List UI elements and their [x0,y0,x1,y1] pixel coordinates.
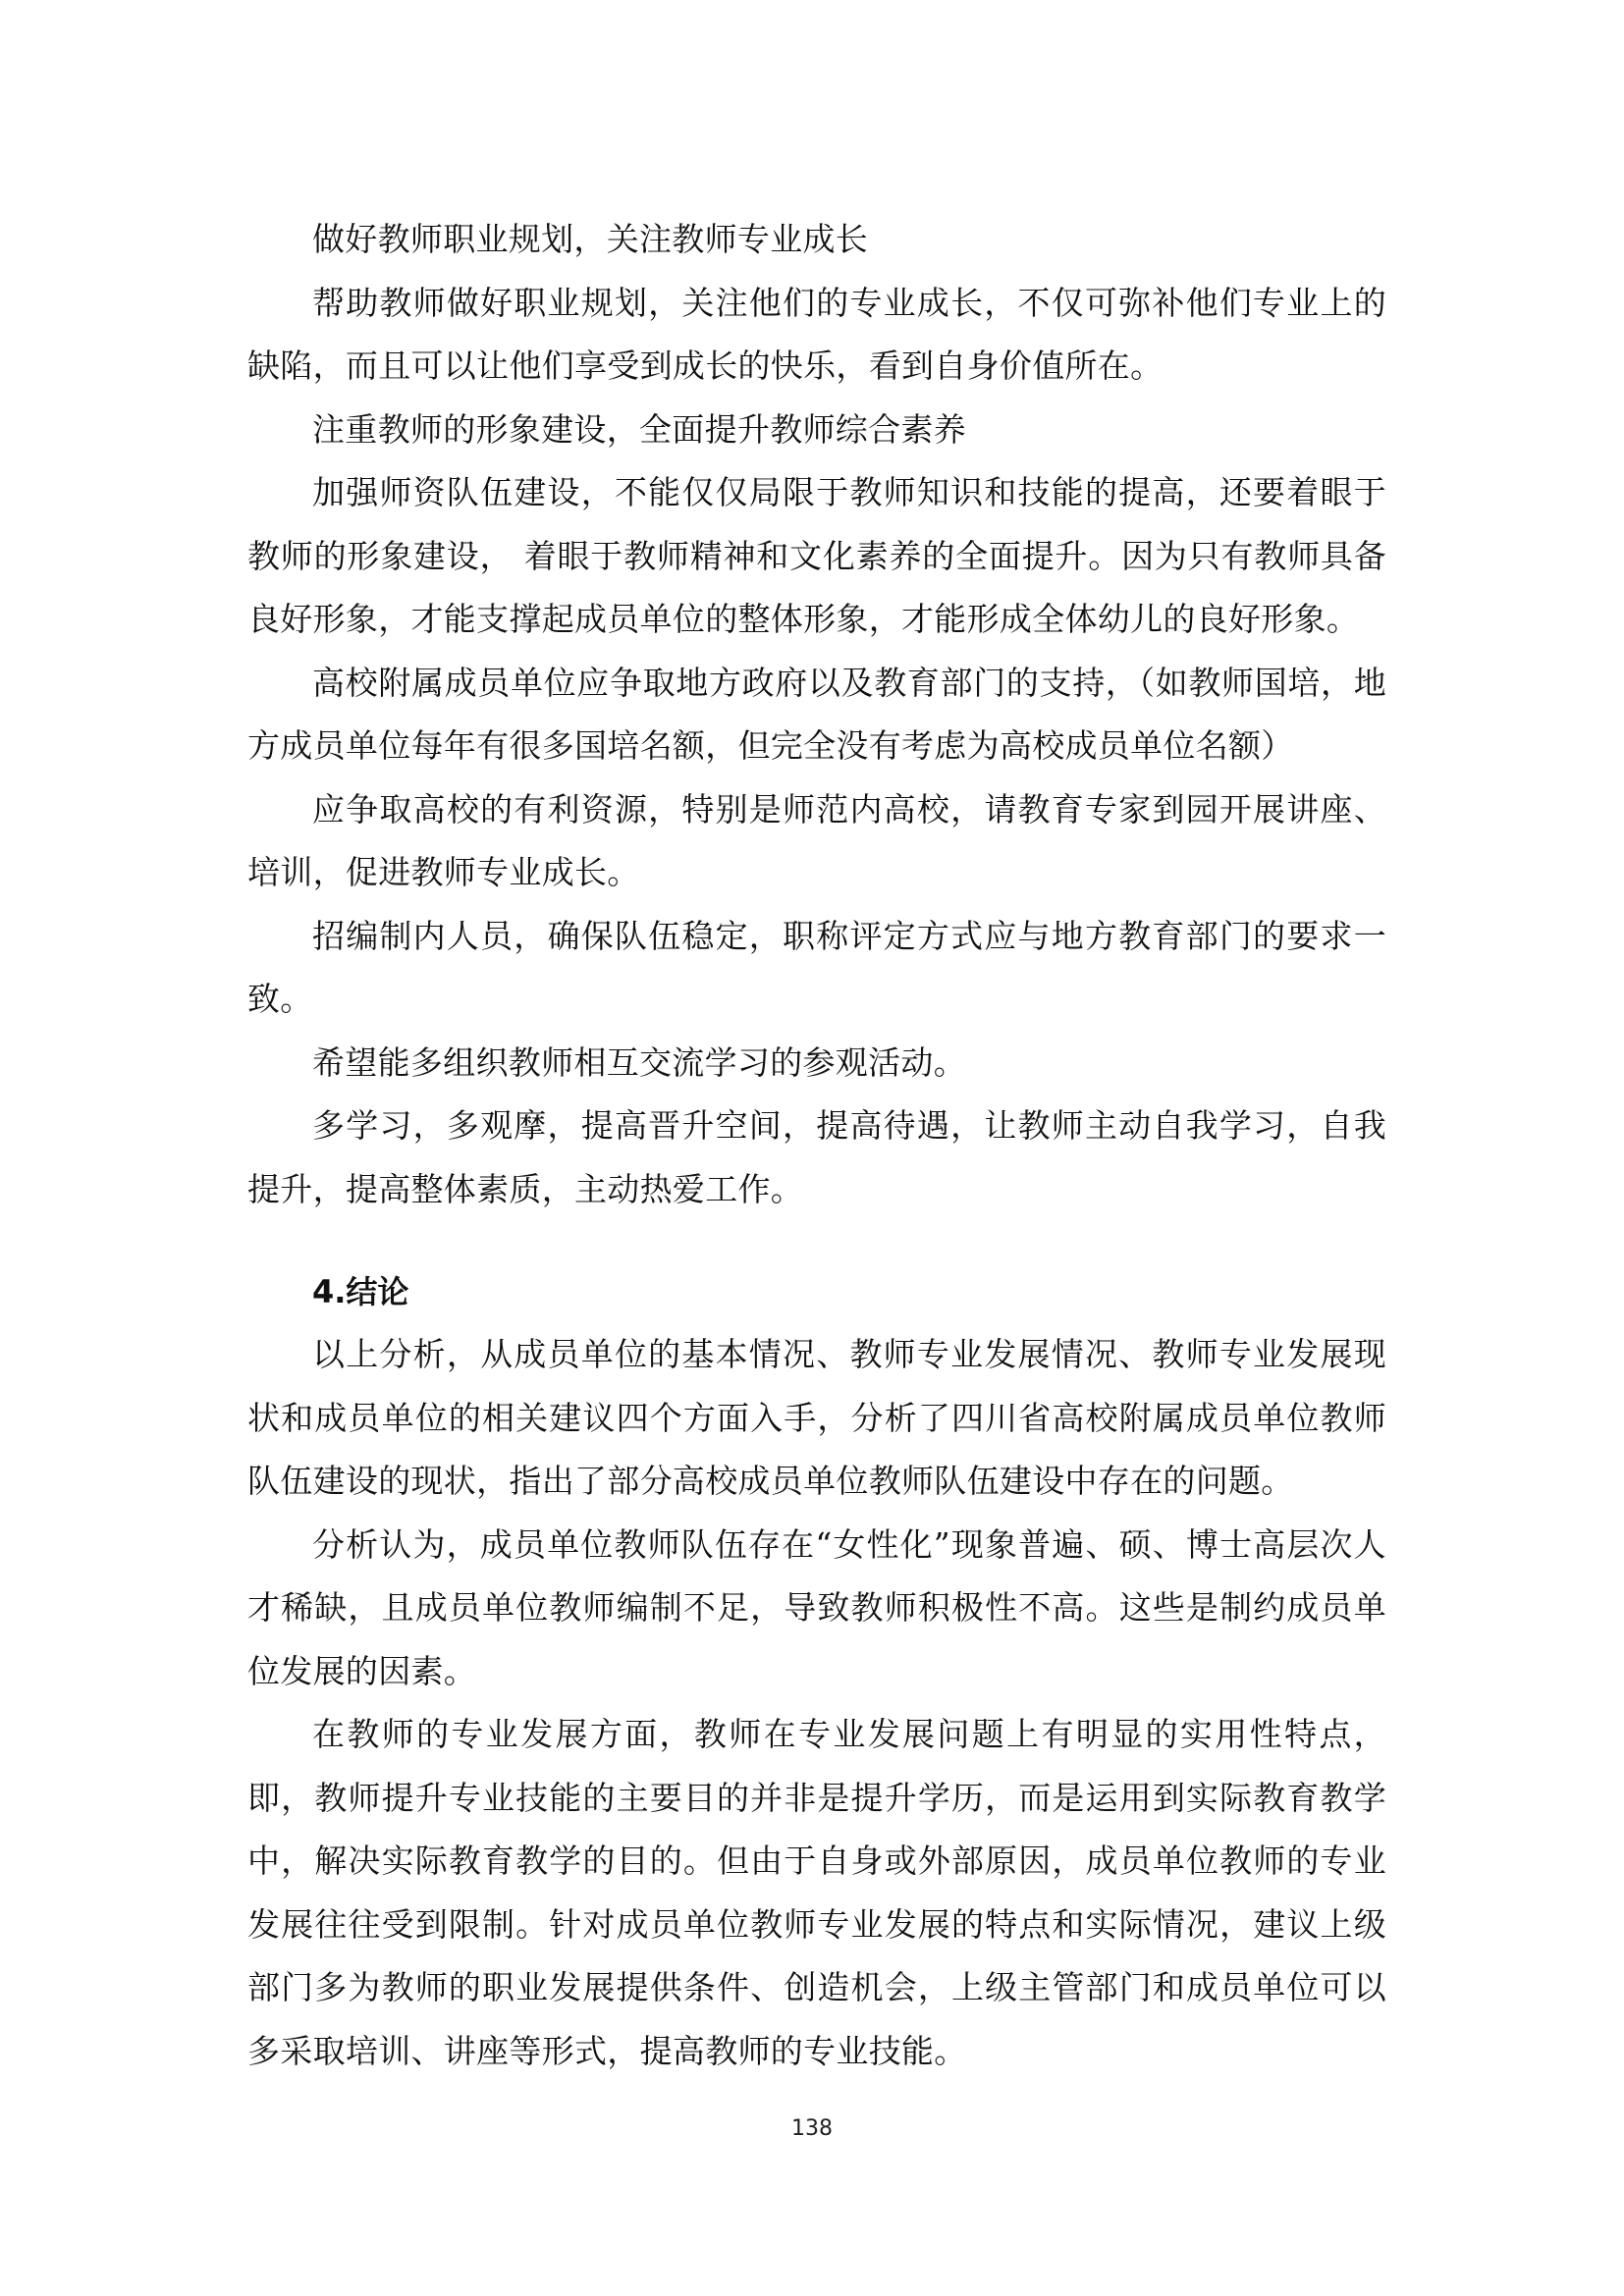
paragraph-conclusion-development: 在教师的专业发展方面，教师在专业发展问题上有明显的实用性特点，即，教师提升专业技能的主要目的并非是提升学历，而是运用到实际教育教学中，解决实际教育教学的目的。但由于自身或外部原因，成员单位教师的专业发展往往受到限制。针对成员单位教师专业发展的特点和实际情况，建议上级部门多为教师的职业发展提供条件、创造机会，上级主管部门和成员单位可以多采取培训、讲座等形式，提高教师的专业技能。 [247,1715,1386,2070]
document-body [247,208,1386,2083]
paragraph-image-building: 加强师资队伍建设，不能仅仅局限于教师知识和技能的提高，还要着眼于教师的形象建设， 着眼于教师精神和文化素养的全面提升。因为只有教师具备良好形象，才能支撑起成员单位的整体形象，才能形成全体幼儿的良好形象。 [247,473,1386,638]
section-heading-conclusion: 4.结论 [312,1273,409,1310]
paragraph-self-learning: 多学习，多观摩，提高晋升空间，提高待遇，让教师主动自我学习，自我提升，提高整体素质，主动热爱工作。 [247,1106,1386,1208]
paragraph-career-planning: 帮助教师做好职业规划，关注他们的专业成长，不仅可弥补他们专业上的缺陷，而且可以让他们享受到成长的快乐，看到自身价值所在。 [247,283,1386,385]
paragraph-staffing: 招编制内人员，确保队伍稳定，职称评定方式应与地方教育部门的要求一致。 [247,916,1386,1018]
page-number: 138 [791,2116,833,2141]
paragraph-subheading-image-building: 注重教师的形象建设，全面提升教师综合素养 [312,409,966,449]
paragraph-subheading-career-planning: 做好教师职业规划，关注教师专业成长 [312,220,869,258]
paragraph-exchange-activities: 希望能多组织教师相互交流学习的参观活动。 [312,1042,966,1082]
paragraph-government-support: 高校附属成员单位应争取地方政府以及教育部门的支持，（如教师国培，地方成员单位每年有很多国培名额，但完全没有考虑为高校成员单位名额） [247,663,1386,765]
paragraph-conclusion-analysis: 分析认为，成员单位教师队伍存在“女性化”现象普遍、硕、博士高层次人才稀缺，且成员单位教师编制不足，导致教师积极性不高。这些是制约成员单位发展的因素。 [247,1524,1386,1690]
paragraph-university-resources: 应争取高校的有利资源，特别是师范内高校，请教育专家到园开展讲座、培训，促进教师专业成长。 [247,789,1386,891]
paragraph-conclusion-overview: 以上分析，从成员单位的基本情况、教师专业发展情况、教师专业发展现状和成员单位的相关建议四个方面入手，分析了四川省高校附属成员单位教师队伍建设的现状，指出了部分高校成员单位教师队伍建设中存在的问题。 [247,1335,1386,1500]
